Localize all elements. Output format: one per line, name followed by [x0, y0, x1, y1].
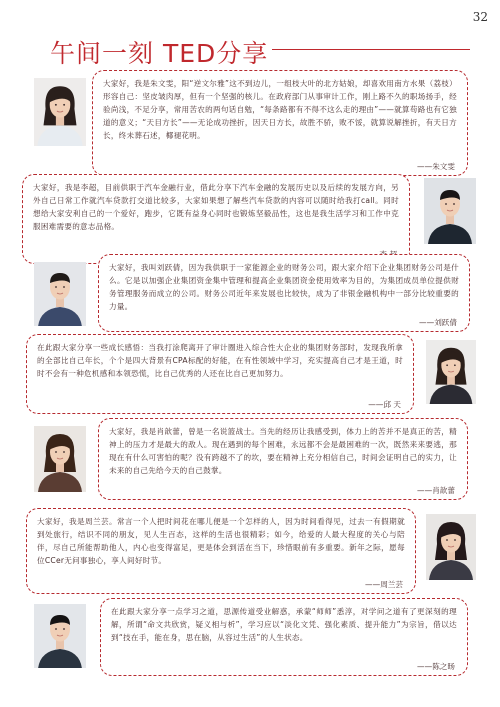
- profile-bubble-2: [22, 174, 410, 264]
- profile-photo-1: [34, 78, 86, 146]
- profile-bubble-6: [26, 508, 416, 594]
- profile-photo-7: [34, 604, 86, 668]
- profile-bubble-1: [92, 70, 468, 176]
- profile-photo-2: [424, 178, 476, 244]
- profile-bubble-5: [98, 418, 468, 500]
- profile-signature-1: ——朱文雯: [417, 162, 455, 171]
- profile-signature-6: ——周兰芸: [365, 580, 403, 589]
- page-title: 午间一刻 TED分享: [50, 39, 269, 68]
- profile-photo-3: [34, 262, 86, 326]
- profile-text-2: 大家好，我是李超，目前供职于汽车金融行业，借此分享下汽车金融的发展历史以及后续的发展方向，另外自己日常工作就汽车贷款打交道比较多，大家如果想了解些汽车贷款的内容可以随时给我打call。同时想给大家安利自己的一个爱好，跑步，它既有益身心同时也锻炼坚毅品性，这也是我生活学习和工作中克服困难需要的意志品格。: [33, 183, 399, 231]
- profile-bubble-3: [98, 254, 470, 332]
- woman-portrait-icon: [34, 78, 86, 146]
- woman-portrait-icon: [34, 426, 86, 492]
- profile-text-5: 大家好，我是肖歆蕾，曾是一名说篮战士。当先的经历让我感受到，体力上的苦并不是真正的苦，精神上的压力才是最大的敌人。现在遇到的每个困难，永远都不会是最困难的一次，既然来来要逃，那现在有什么可害怕的呢？没有跨越不了的坎，要在精神上充分相信自己，时间会证明自己的实力，让未来的自己先给今天的自己鼓掌。: [109, 427, 457, 475]
- page-header: [50, 34, 470, 66]
- profile-signature-4: ——邱 天: [368, 400, 401, 409]
- profile-photo-5: [34, 426, 86, 492]
- woman-portrait-icon: [426, 514, 476, 580]
- profile-photo-6: [426, 514, 476, 580]
- title-rule: [272, 49, 470, 50]
- profile-signature-7: ——陈之旸: [417, 662, 455, 671]
- man-portrait-icon: [424, 178, 476, 244]
- profile-photo-4: [426, 340, 476, 404]
- profile-signature-5: ——肖歆蕾: [417, 486, 455, 495]
- profile-bubble-7: [100, 598, 468, 676]
- profile-text-7: 在此跟大家分享一点学习之道，思源传道受业解惑，承蒙“师师”悉淳，对学问之道有了更深刻的理解，所谓“命文共欣赏，疑义相与析”，学习应以“淡化文凭、强化素质、提升能力”为宗旨，借以达到“技在手，能在身，思在脑，从容过生活”的人生状态。: [111, 607, 457, 642]
- profile-bubble-4: [26, 334, 414, 414]
- page-number: 32: [472, 10, 488, 24]
- profile-signature-3: ——刘跃倩: [419, 318, 457, 327]
- profile-text-6: 大家好，我是周兰芸。常言一个人把时间花在哪儿便是一个怎样的人，因为时间看得见，过去一有假期就到处旅行，结识不同的朋友，见人生百态，这样的生活也很精彩；如今，给爱的人最大程度的关心与陪伴，尽自己所能帮助他人，内心也变得富足，更是体会到活在当下，珍惜眼前有多重要。新年之际，愿每位CCer无问事独心，享人间好时节。: [37, 517, 405, 565]
- profile-text-4: 在此跟大家分享一些成长感悟：当我打涂爬离开了审计圈进入综合性大企业的集团财务部时，发现我所拿的全部比自己年长，个个是四大背景有CPA标配的好能，在有性领域中学习，充实提高自己才是王道，时时不会有一种危机感和本领恐慌，比自己优秀的人还在比自己更加努力。: [37, 343, 403, 378]
- man-portrait-icon: [34, 604, 86, 668]
- profile-text-1: 大家好，我是朱文雯，阳“逆文尔雅”这不到边儿，一组枝大叶的北方姑娘，却喜欢用南方水果（荔枝）形容自己：坚皮皱肉厚，但有一个坚强的核儿。在政府部门从事审计工作，刚上路不久的职场扬手，经验尚浅，不足分享，常用苦农的两句话自勉，“每条路都有不得不这么走的理由”——就算苟路也有它独道的意义；“天目方长”——无论成功挫折，因天日方长，故胜不骄，败不馁，就算说解挫折，有天日方长，终未葬石述，椰褪花明。: [103, 79, 457, 140]
- man-portrait-icon: [34, 262, 86, 326]
- profile-text-3: 大家好，我叫刘跃倩，因为我供职于一家能源企业的财务公司，跟大家介绍下企业集团财务公司是什么。它是以加强企业集团资金集中管理和提高企业集团资金使用效率为目的，为集团成员单位提供财务管理服务而成立的公司。财务公司近年来发展也比较快，成为了非银金融机构中一部分比较重要的力量。: [109, 263, 459, 311]
- woman-portrait-icon: [426, 340, 476, 404]
